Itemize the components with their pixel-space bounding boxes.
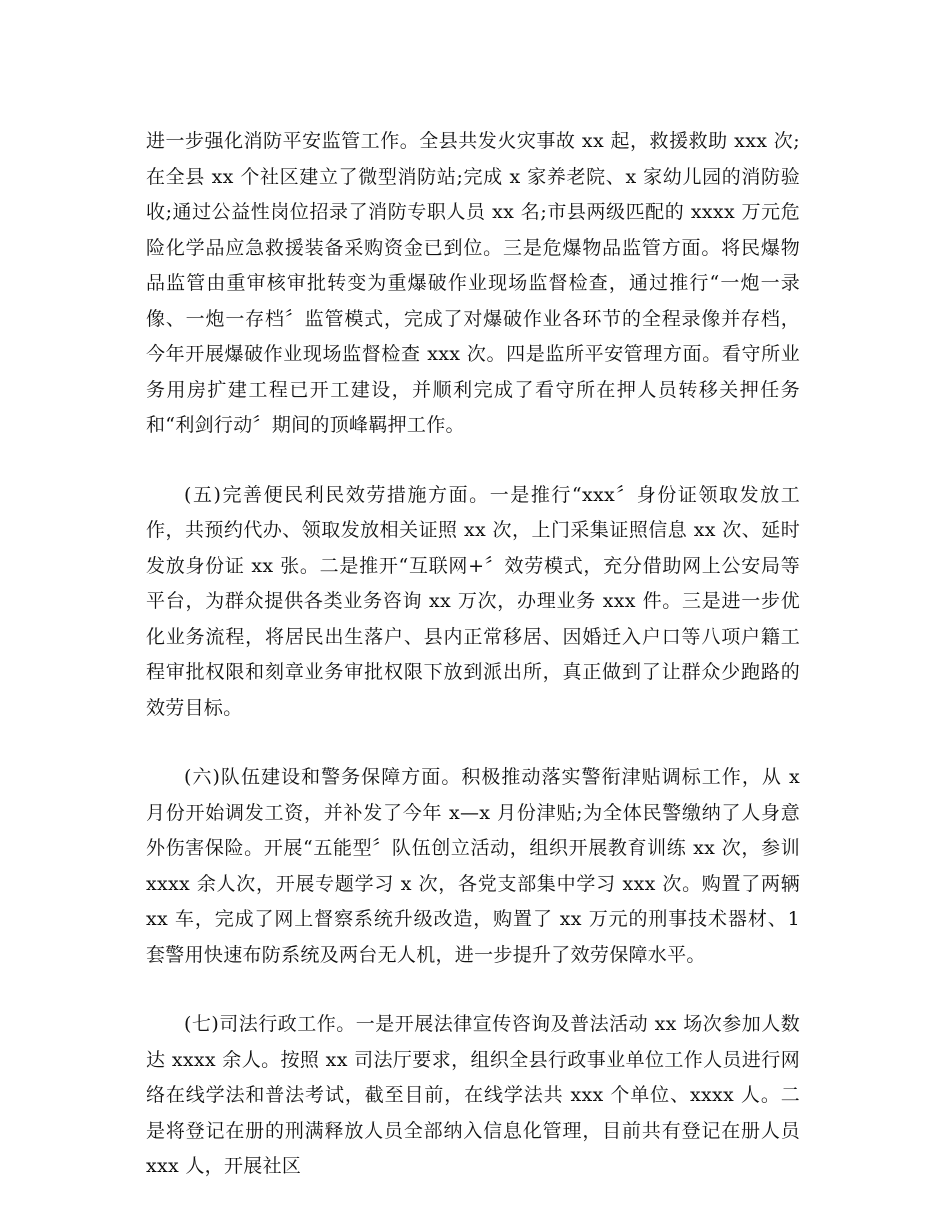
paragraph-fire-safety: 进一步强化消防平安监管工作。全县共发火灾事故 xx 起，救援救助 xxx 次;在全县 xx 个社区建立了微型消防站;完成 x 家养老院、x 家幼儿园的消防验收;通过公益性岗位招录了消防专职人员 xx 名;市县两级匹配的 xxxx 万元危险化学品应急救援装备采购资金已到位。三是危爆物品监管方面。将民爆物品监管由重审核审批转变为重爆破作业现场监督检查，通过推行“一炮一录像、一炮一存档〞监管模式，完成了对爆破作业各环节的全程录像并存档，今年开展爆破作业现场监督检查 xxx 次。四是监所平安管理方面。看守所业务用房扩建工程已开工建设，并顺利完成了看守所在押人员转移关押任务和“利剑行动〞期间的顶峰羁押工作。 (146, 130, 800, 436)
paragraph-convenience-services: (五)完善便民利民效劳措施方面。一是推行“xxx〞身份证领取发放工作，共预约代办、领取发放相关证照 xx 次，上门采集证照信息 xx 次、延时发放身份证 xx 张。二是推开“互联网+〞效劳模式，充分借助网上公安局等平台，为群众提供各类业务咨询 xx 万次，办理业务 xxx 件。三是进一步优化业务流程，将居民出生落户、县内正常移居、因婚迁入户口等八项户籍工程审批权限和刻章业务审批权限下放到派出所，真正做到了让群众少跑路的效劳目标。 (146, 483, 800, 719)
paragraph-team-building: (六)队伍建设和警务保障方面。积极推动落实警衔津贴调标工作，从 x 月份开始调发工资，并补发了今年 x—x 月份津贴;为全体民警缴纳了人身意外伤害保险。开展“五能型〞队伍创立活动，组织开展教育训练 xx 次，参训 xxxx 余人次，开展专题学习 x 次，各党支部集中学习 xxx 次。购置了两辆 xx 车，完成了网上督察系统升级改造，购置了 xx 万元的刑事技术器材、1 套警用快速布防系统及两台无人机，进一步提升了效劳保障水平。 (146, 766, 800, 966)
paragraph-judicial-administration: (七)司法行政工作。一是开展法律宣传咨询及普法活动 xx 场次参加人数达 xxxx 余人。按照 xx 司法厅要求，组织全县行政事业单位工作人员进行网络在线学法和普法考试，截至目前，在线学法共 xxx 个单位、xxxx 人。二是将登记在册的刑满释放人员全部纳入信息化管理，目前共有登记在册人员 xxx 人，开展社区 (146, 1013, 800, 1177)
